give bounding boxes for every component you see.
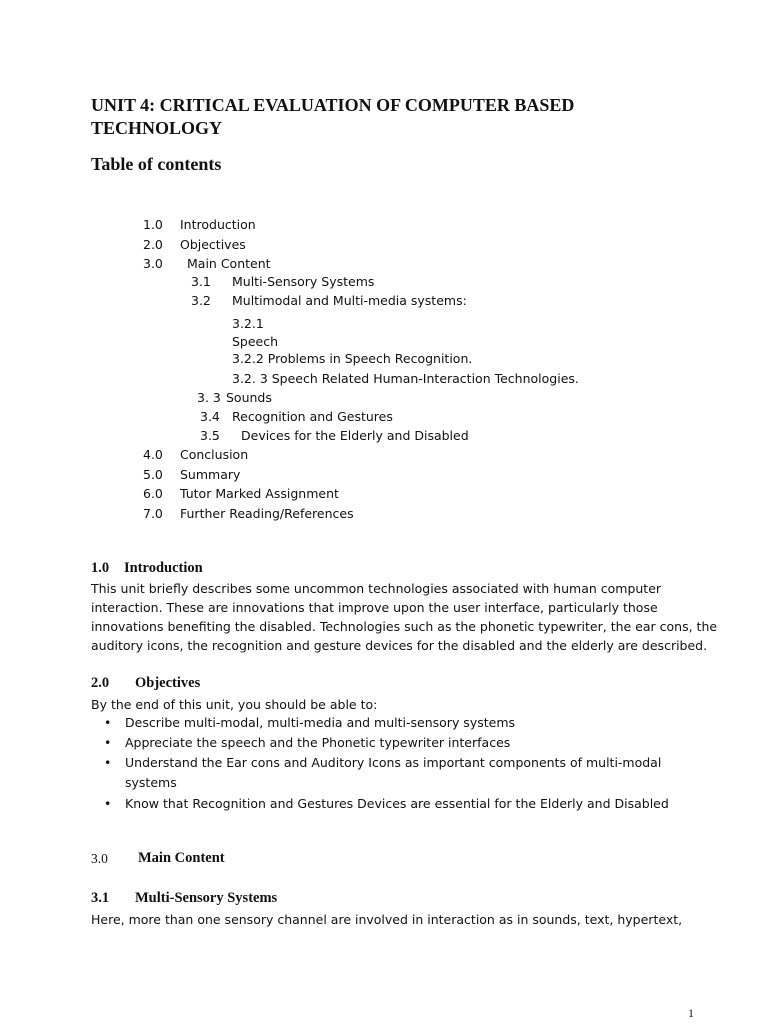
- toc-link-multimodal[interactable]: Multimodal and Multi-media systems:: [232, 293, 467, 308]
- unit-title-line1: UNIT 4: CRITICAL EVALUATION OF COMPUTER BASED: [91, 95, 575, 115]
- section-heading-main-content: Main Content: [138, 850, 225, 866]
- bullet-glyph: •: [104, 715, 112, 730]
- bullet-item-continuation: systems: [125, 775, 177, 790]
- bullet-item: Know that Recognition and Gestures Devices are essential for the Elderly and Disabled: [125, 796, 669, 811]
- toc-link-summary[interactable]: Summary: [180, 467, 241, 482]
- page-number: 1: [688, 1006, 694, 1020]
- section-number: 3.0: [91, 851, 108, 866]
- bullet-glyph: •: [104, 796, 112, 811]
- paragraph-line: Here, more than one sensory channel are involved in interaction as in sounds, text, hypertext,: [91, 912, 683, 927]
- toc-link-conclusion[interactable]: Conclusion: [180, 447, 249, 462]
- toc-num: 7.0: [143, 506, 163, 521]
- toc-link-main-content[interactable]: Main Content: [187, 256, 271, 271]
- section-number: 2.0: [91, 675, 110, 691]
- toc-num: 3.4: [200, 409, 220, 424]
- paragraph-line: This unit briefly describes some uncommon technologies associated with human computer: [91, 581, 662, 596]
- paragraph-line: interaction. These are innovations that improve upon the user interface, particularly those: [91, 600, 658, 615]
- toc-link-devices[interactable]: Devices for the Elderly and Disabled: [241, 428, 469, 443]
- toc-num: 3.5: [200, 428, 220, 443]
- toc-link-speech[interactable]: Speech: [232, 334, 279, 349]
- toc-heading: Table of contents: [91, 154, 222, 174]
- toc-num: 3. 3: [197, 390, 221, 405]
- bullet-item: Understand the Ear cons and Auditory Icons as important components of multi-modal: [125, 755, 662, 770]
- toc-link-speech-problems[interactable]: 3.2.2 Problems in Speech Recognition.: [232, 351, 473, 366]
- toc-link-introduction[interactable]: Introduction: [180, 217, 256, 232]
- toc-num: 3.2.1: [232, 316, 264, 331]
- section-heading-multi-sensory: Multi-Sensory Systems: [135, 890, 278, 906]
- objectives-lead: By the end of this unit, you should be able to:: [91, 697, 378, 712]
- bullet-glyph: •: [104, 735, 112, 750]
- toc-link-tutor-assignment[interactable]: Tutor Marked Assignment: [180, 486, 339, 501]
- section-heading-introduction: Introduction: [124, 560, 203, 576]
- toc-num: 5.0: [143, 467, 163, 482]
- toc-link-sounds[interactable]: Sounds: [226, 390, 272, 405]
- bullet-glyph: •: [104, 755, 112, 770]
- paragraph-line: auditory icons, the recognition and gesture devices for the disabled and the elderly are described.: [91, 638, 708, 653]
- toc-link-multi-sensory[interactable]: Multi-Sensory Systems: [232, 274, 375, 289]
- toc-num: 4.0: [143, 447, 163, 462]
- bullet-item: Describe multi-modal, multi-media and multi-sensory systems: [125, 715, 516, 730]
- toc-num: 3.2: [191, 293, 211, 308]
- section-heading-objectives: Objectives: [135, 675, 201, 691]
- section-number: 3.1: [91, 890, 110, 906]
- toc-link-further-reading[interactable]: Further Reading/References: [180, 506, 354, 521]
- toc-num: 2.0: [143, 237, 163, 252]
- section-number: 1.0: [91, 560, 110, 576]
- toc-num: 6.0: [143, 486, 163, 501]
- toc-link-recognition[interactable]: Recognition and Gestures: [232, 409, 393, 424]
- bullet-item: Appreciate the speech and the Phonetic typewriter interfaces: [125, 735, 511, 750]
- paragraph-line: innovations benefiting the disabled. Technologies such as the phonetic typewriter, the ear cons, the: [91, 619, 718, 634]
- toc-num: 1.0: [143, 217, 163, 232]
- unit-title-line2: TECHNOLOGY: [91, 118, 223, 138]
- toc-link-speech-technologies[interactable]: 3.2. 3 Speech Related Human-Interaction Technologies.: [232, 371, 579, 386]
- toc-num: 3.0: [143, 256, 163, 271]
- toc-link-objectives[interactable]: Objectives: [180, 237, 246, 252]
- toc-num: 3.1: [191, 274, 211, 289]
